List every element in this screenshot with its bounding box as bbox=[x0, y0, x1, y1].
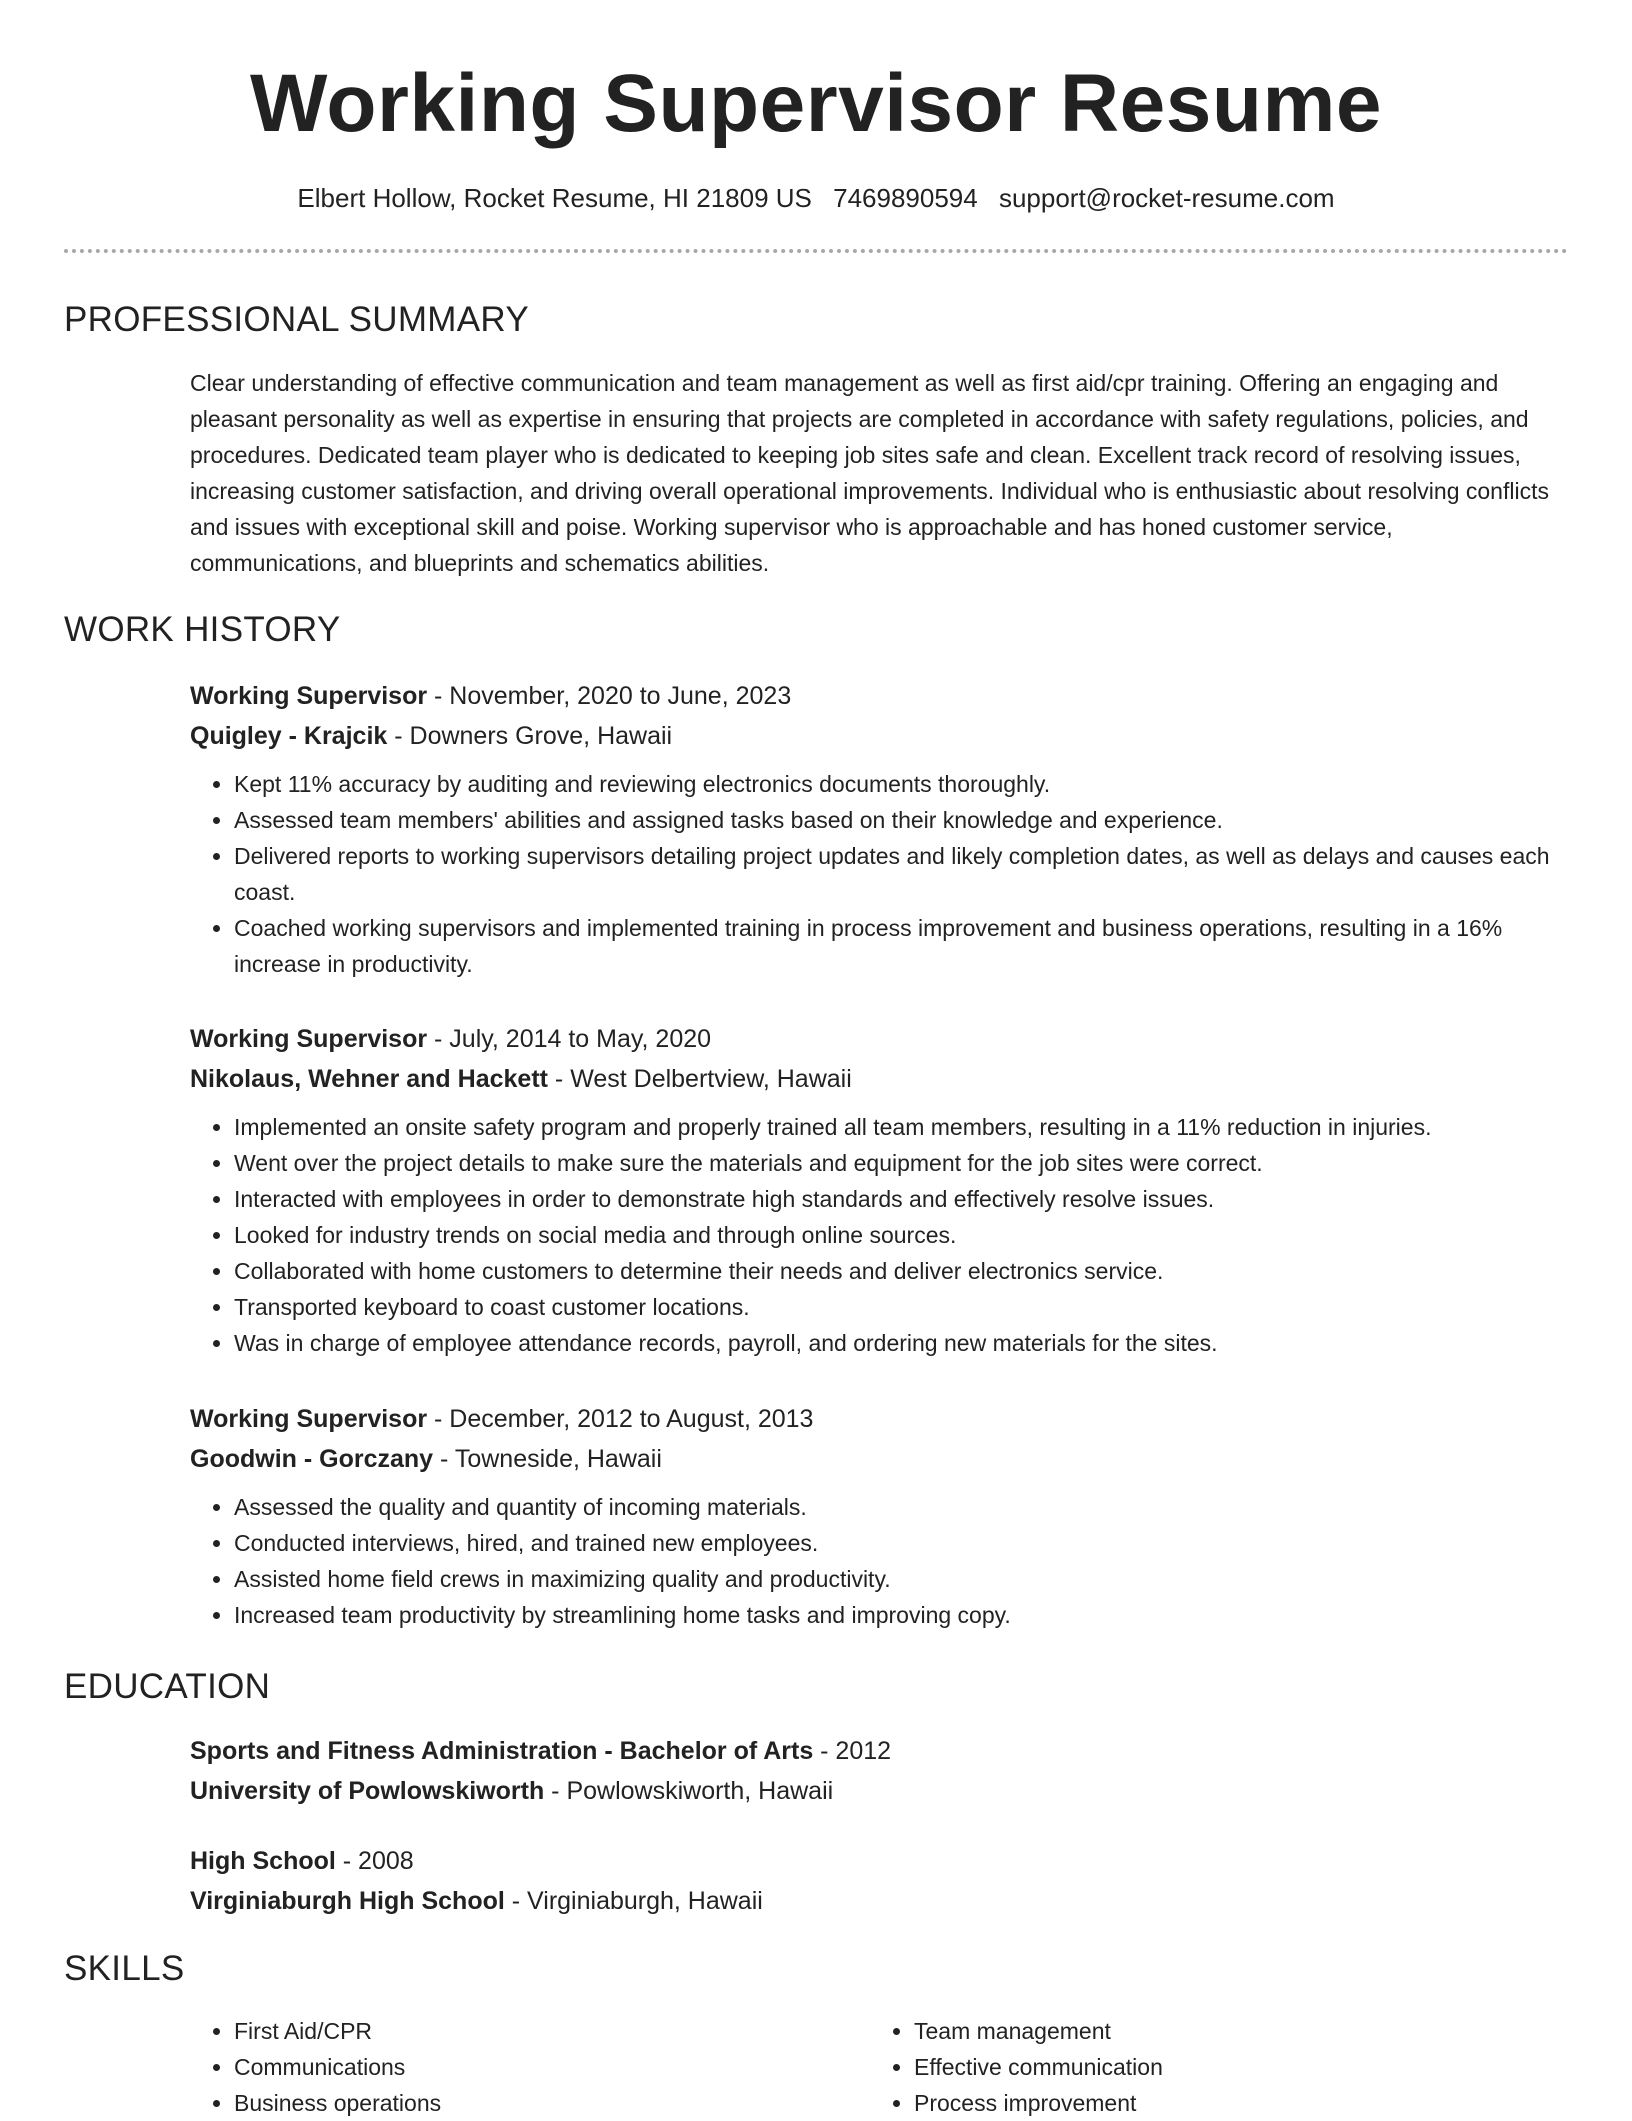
degree: High School bbox=[190, 1847, 336, 1875]
list-item: • Business operations bbox=[234, 2085, 870, 2121]
degree-line bbox=[190, 1731, 1550, 1771]
job-3 bbox=[190, 1399, 1550, 1633]
job-company-line bbox=[190, 1439, 1550, 1479]
job-role: Working Supervisor bbox=[190, 682, 428, 710]
job-company: Nikolaus, Wehner and Hackett bbox=[190, 1065, 548, 1093]
list-item: • Communications bbox=[234, 2049, 870, 2085]
list-item: • Was in charge of employee attendance records, payroll, and ordering new materials for the sites. bbox=[234, 1325, 1550, 1361]
list-item: • Coached working supervisors and implemented training in process improvement and business operations, resulting in a 16% increase in productivity. bbox=[234, 910, 1550, 982]
list-item: • Implemented an onsite safety program and properly trained all team members, resulting in a 11% reduction in injuries. bbox=[234, 1109, 1550, 1145]
list-item: • Assisted home field crews in maximizing quality and productivity. bbox=[234, 1561, 1550, 1597]
job-location: - Downers Grove, Hawaii bbox=[387, 722, 673, 750]
education-item-2 bbox=[190, 1841, 1550, 1921]
list-item: • Process improvement bbox=[914, 2085, 1550, 2121]
education-section bbox=[64, 1665, 1568, 1709]
list-item: • Conducted interviews, hired, and trained new employees. bbox=[234, 1525, 1550, 1561]
job-title-line bbox=[190, 676, 1550, 716]
list-item: • Transported keyboard to coast customer locations. bbox=[234, 1289, 1550, 1325]
job-dates: - December, 2012 to August, 2013 bbox=[427, 1405, 814, 1433]
degree-line bbox=[190, 1841, 1550, 1881]
list-item: • First Aid/CPR bbox=[234, 2013, 870, 2049]
list-item: • Looked for industry trends on social media and through online sources. bbox=[234, 1217, 1550, 1253]
contact-phone: 7469890594 bbox=[833, 183, 978, 213]
job-dates: - November, 2020 to June, 2023 bbox=[427, 682, 792, 710]
job-company-line bbox=[190, 716, 1550, 756]
school-location: - Powlowskiworth, Hawaii bbox=[544, 1777, 834, 1805]
job-title-line bbox=[190, 1019, 1550, 1059]
list-item: • Assessed the quality and quantity of incoming materials. bbox=[234, 1489, 1550, 1525]
school-line bbox=[190, 1881, 1550, 1921]
list-item: • Assessed team members' abilities and assigned tasks based on their knowledge and experience. bbox=[234, 802, 1550, 838]
school-location: - Virginiaburgh, Hawaii bbox=[504, 1887, 763, 1915]
job-bullets bbox=[190, 766, 1550, 982]
job-1 bbox=[190, 676, 1550, 982]
degree: Sports and Fitness Administration - Bachelor of Arts bbox=[190, 1737, 814, 1765]
job-bullets bbox=[190, 1109, 1550, 1361]
degree-year: - 2012 bbox=[813, 1737, 892, 1765]
school: University of Powlowskiworth bbox=[190, 1777, 545, 1805]
skills-heading: SKILLS bbox=[64, 1949, 185, 1988]
job-location: - West Delbertview, Hawaii bbox=[547, 1065, 852, 1093]
education-item-1 bbox=[190, 1731, 1550, 1811]
list-item: • Team management bbox=[914, 2013, 1550, 2049]
job-dates: - July, 2014 to May, 2020 bbox=[427, 1025, 712, 1053]
skills-section bbox=[64, 1947, 1568, 1991]
job-role: Working Supervisor bbox=[190, 1405, 428, 1433]
contact-email[interactable]: support@rocket-resume.com bbox=[998, 183, 1335, 213]
work-heading: WORK HISTORY bbox=[64, 610, 341, 649]
job-company: Goodwin - Gorczany bbox=[190, 1445, 434, 1473]
list-item: • Interacted with employees in order to demonstrate high standards and effectively resolve issues. bbox=[234, 1181, 1550, 1217]
job-company: Quigley - Krajcik bbox=[190, 722, 388, 750]
summary-body bbox=[190, 365, 1550, 581]
skills-list bbox=[190, 2013, 1550, 2121]
work-section bbox=[64, 608, 1568, 652]
contact-line bbox=[0, 178, 1632, 218]
header-divider bbox=[64, 249, 1568, 253]
list-item: • Effective communication bbox=[914, 2049, 1550, 2085]
school: Virginiaburgh High School bbox=[190, 1887, 505, 1915]
education-heading: EDUCATION bbox=[64, 1667, 271, 1706]
list-item: • Went over the project details to make sure the materials and equipment for the job sites were correct. bbox=[234, 1145, 1550, 1181]
list-item: • Delivered reports to working supervisors detailing project updates and likely completion dates, as well as delays and causes each coast. bbox=[234, 838, 1550, 910]
contact-address: Elbert Hollow, Rocket Resume, HI 21809 US bbox=[297, 183, 812, 213]
job-role: Working Supervisor bbox=[190, 1025, 428, 1053]
list-item: • Collaborated with home customers to determine their needs and deliver electronics service. bbox=[234, 1253, 1550, 1289]
job-title-line bbox=[190, 1399, 1550, 1439]
skills-column-right bbox=[870, 2013, 1550, 2121]
job-2 bbox=[190, 1019, 1550, 1361]
summary-heading: PROFESSIONAL SUMMARY bbox=[64, 300, 529, 339]
list-item: • Increased team productivity by streamlining home tasks and improving copy. bbox=[234, 1597, 1550, 1633]
degree-year: - 2008 bbox=[335, 1847, 414, 1875]
page-title: Working Supervisor Resume bbox=[250, 58, 1382, 149]
summary-text: Clear understanding of effective communication and team management as well as first aid/cpr training. Offering an engaging and pleasant personality as well as expertise in ensuring that projects are completed in accordance with safety regulations, policies, and procedures. Dedicated team player who is dedicated to keeping job sites safe and clean. Excellent track record of resolving issues, increasing customer satisfaction, and driving overall operational improvements. Individual who is enthusiastic about resolving conflicts and issues with exceptional skill and poise. Working supervisor who is approachable and has honed customer service, communications, and blueprints and schematics abilities. bbox=[190, 370, 1549, 576]
job-company-line bbox=[190, 1059, 1550, 1099]
skills-column-left bbox=[190, 2013, 870, 2121]
job-bullets bbox=[190, 1489, 1550, 1633]
job-location: - Towneside, Hawaii bbox=[433, 1445, 662, 1473]
summary-section bbox=[64, 298, 1568, 342]
list-item: • Kept 11% accuracy by auditing and reviewing electronics documents thoroughly. bbox=[234, 766, 1550, 802]
school-line bbox=[190, 1771, 1550, 1811]
